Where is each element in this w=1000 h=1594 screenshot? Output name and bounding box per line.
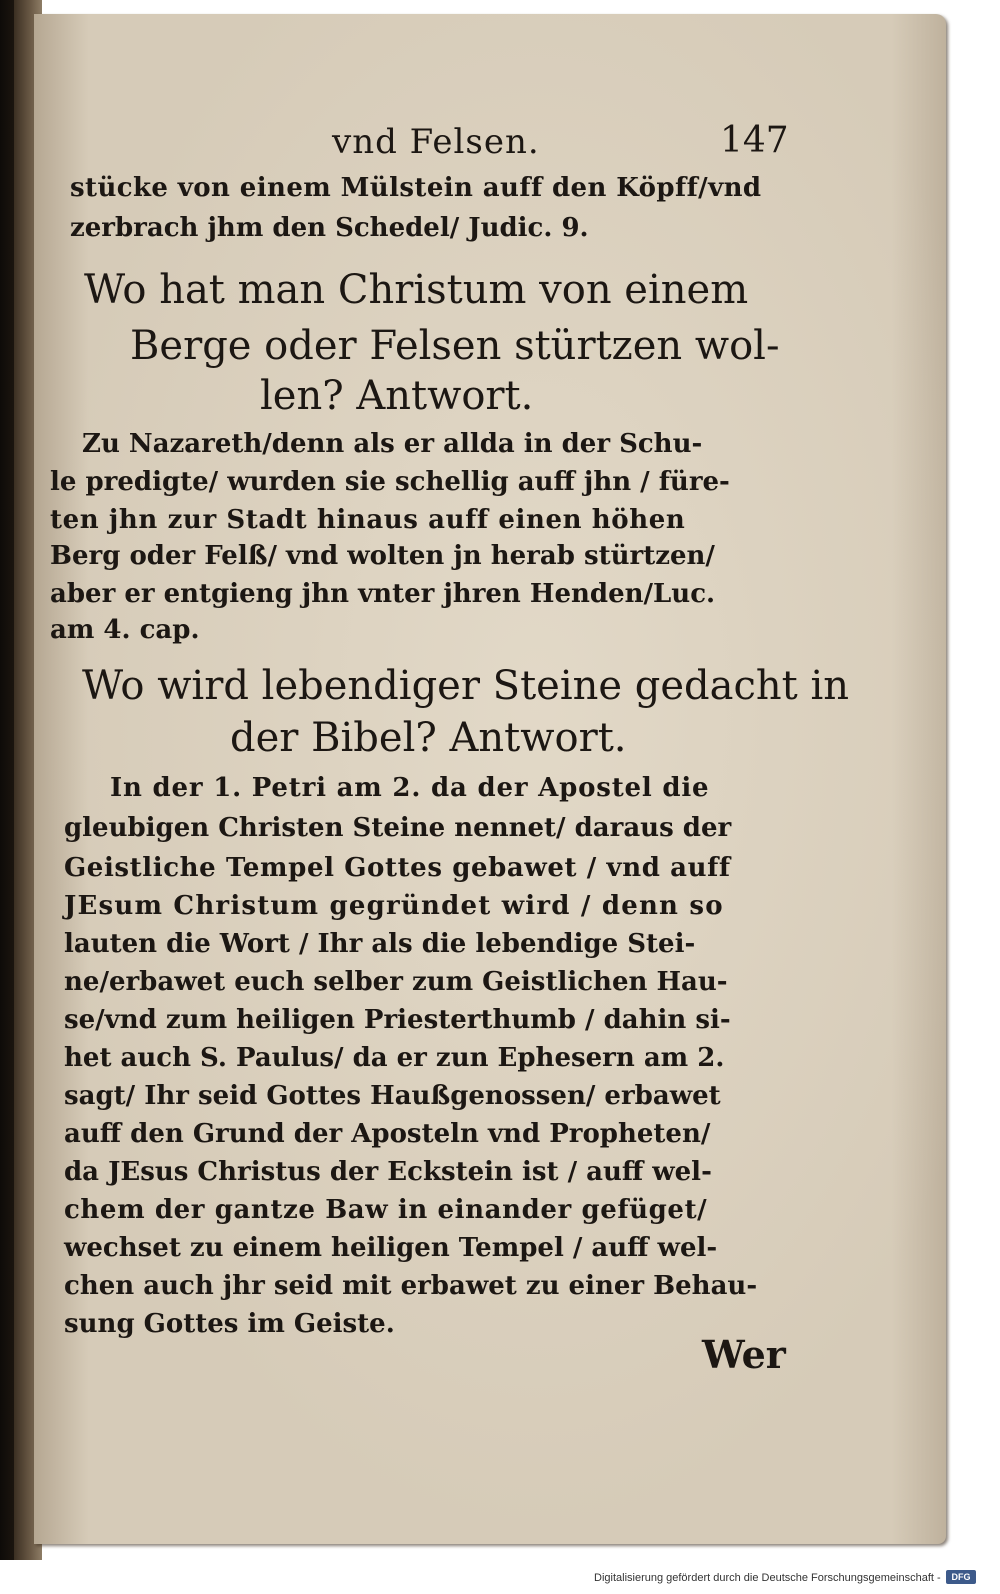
question-heading: Berge oder Felsen stürtzen wol-: [130, 323, 780, 369]
text-line: chen auch jhr seid mit erbawet zu einer Behau-: [64, 1271, 758, 1301]
text-line: ten jhn zur Stadt hinaus auff einen höhen: [50, 505, 686, 535]
text-line: chem der gantze Baw in einander gefüget/: [64, 1195, 708, 1225]
text-line: aber er entgieng jhn vnter jhren Henden/Luc.: [50, 579, 716, 609]
text-line: stücke von einem Mülstein auff den Köpff/vnd: [70, 173, 762, 203]
book-page: [34, 14, 946, 1544]
dfg-logo: DFG: [946, 1570, 976, 1584]
running-head: vnd Felsen.: [332, 122, 540, 162]
question-heading: der Bibel? Antwort.: [230, 715, 627, 761]
text-line: da JEsus Christus der Eckstein ist / auff wel-: [64, 1157, 712, 1187]
text-line: JEsum Christum gegründet wird / denn so: [64, 891, 724, 921]
text-line: ne/erbawet euch selber zum Geistlichen Hau-: [64, 967, 728, 997]
text-line: zerbrach jhm den Schedel/ Judic. 9.: [70, 213, 589, 243]
question-heading: len? Antwort.: [260, 373, 534, 419]
text-line: sagt/ Ihr seid Gottes Haußgenossen/ erbawet: [64, 1081, 721, 1111]
text-line: het auch S. Paulus/ da er zun Ephesern am 2.: [64, 1043, 725, 1073]
text-line: lauten die Wort / Ihr als die lebendige Stei-: [64, 929, 696, 959]
question-heading: Wo wird lebendiger Steine gedacht in: [82, 663, 850, 709]
text-line: In der 1. Petri am 2. da der Apostel die: [110, 773, 710, 803]
catchword: Wer: [702, 1332, 786, 1377]
question-heading: Wo hat man Christum von einem: [84, 267, 749, 313]
text-line: Zu Nazareth/denn als er allda in der Schu-: [82, 429, 703, 459]
text-line: am 4. cap.: [50, 615, 200, 645]
page-number: 147: [720, 120, 789, 161]
text-line: auff den Grund der Aposteln vnd Propheten/: [64, 1119, 711, 1149]
text-line: sung Gottes im Geiste.: [64, 1309, 395, 1339]
text-line: wechset zu einem heiligen Tempel / auff wel-: [64, 1233, 718, 1263]
digitization-credit: Digitalisierung gefördert durch die Deutsche Forschungsgemeinschaft -: [594, 1572, 941, 1584]
text-line: se/vnd zum heiligen Priesterthumb / dahin si-: [64, 1005, 731, 1035]
text-line: Berg oder Felß/ vnd wolten jn herab stürtzen/: [50, 541, 715, 571]
text-line: gleubigen Christen Steine nennet/ daraus der: [64, 813, 732, 843]
text-line: Geistliche Tempel Gottes gebawet / vnd auff: [64, 853, 731, 883]
text-line: le predigte/ wurden sie schellig auff jhn / füre-: [50, 467, 730, 497]
